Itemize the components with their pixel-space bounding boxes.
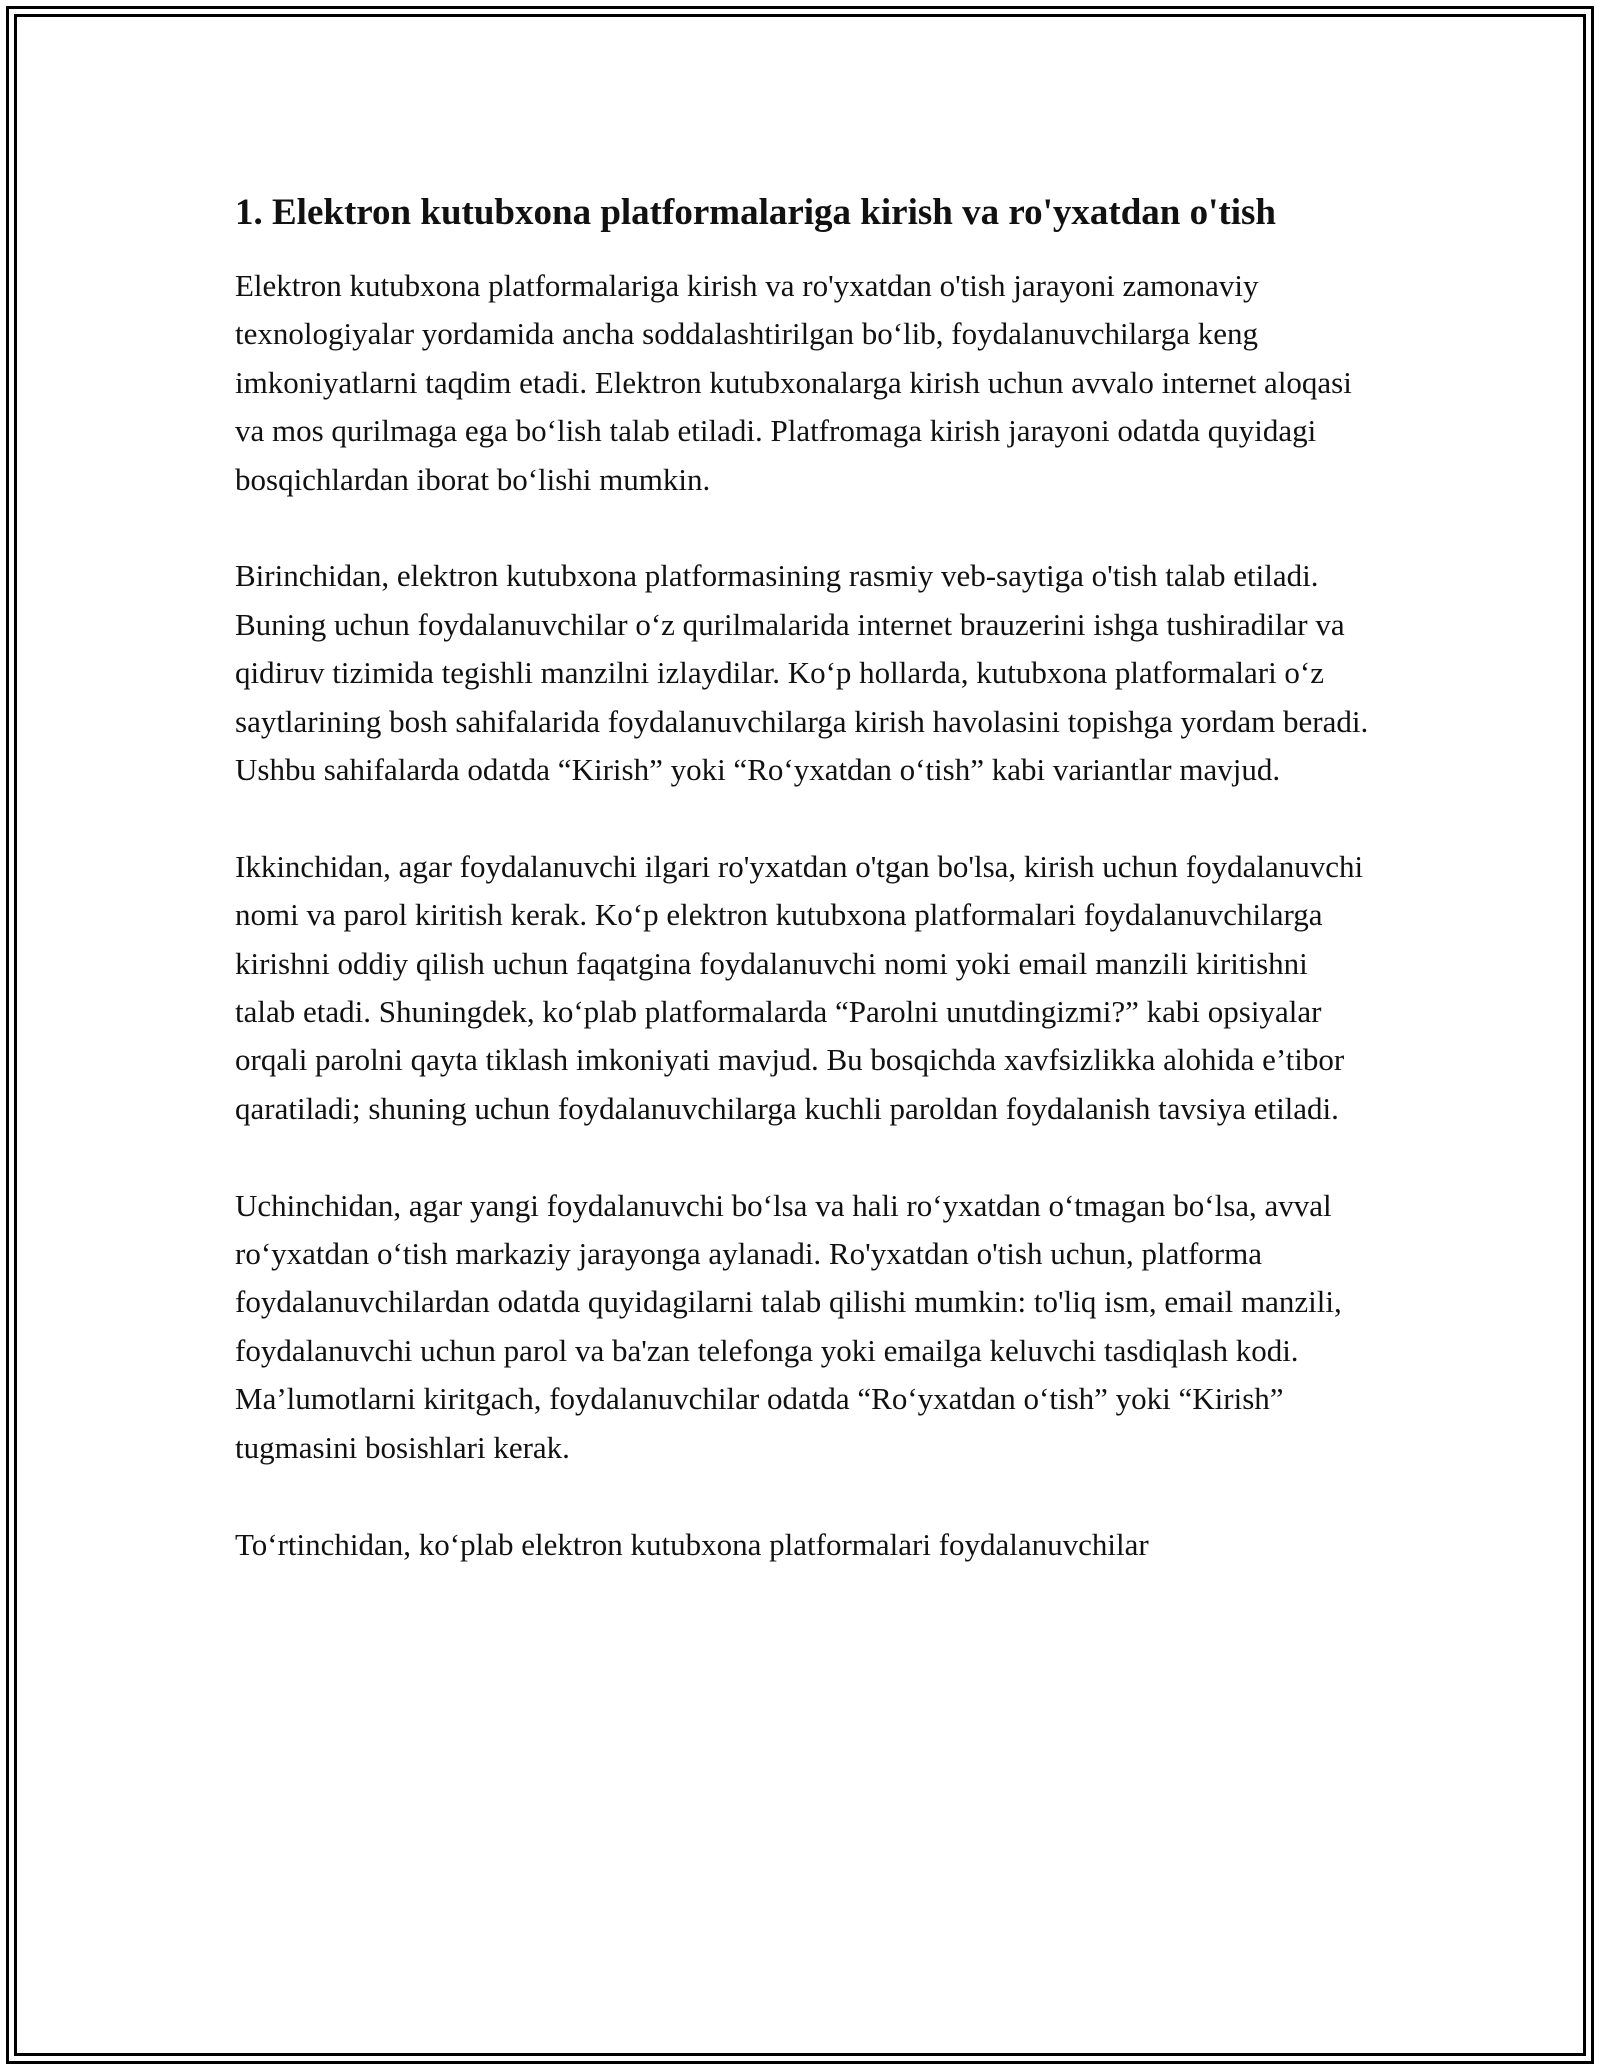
paragraph-third-step: Uchinchidan, agar yangi foydalanuvchi bo‘lsa va hali ro‘yxatdan o‘tmagan bo‘lsa, avval ro‘yxatdan o‘tish markaziy jarayonga aylanadi. Ro'yxatdan o'tish uchun, platforma foydalanuvchilardan odatda quyidagilarni talab qilishi mumkin: to'liq ism, email manzili, foydalanuvchi uchun parol va ba'zan telefonga yoki emailga keluvchi tasdiqlash kodi. Ma’lumotlarni kiritgach, foydalanuvchilar odatda “Ro‘yxatdan o‘tish” yoki “Kirish” tugmasini bosishlari kerak.: [235, 1187, 1342, 1465]
paragraph-intro: Elektron kutubxona platformalariga kirish va ro'yxatdan o'tish jarayoni zamonaviy texnologiyalar yordamida ancha soddalashtirilgan bo‘lib, foydalanuvchilarga keng imkoniyatlarni taqdim etadi. Elektron kutubxonalarga kirish uchun avvalo internet aloqasi va mos qurilmaga ega bo‘lish talab etiladi. Platfromaga kirish jarayoni odatda quyidagi bosqichlardan iborat bo‘lishi mumkin.: [235, 268, 1352, 497]
paragraph-first-step: Birinchidan, elektron kutubxona platformasining rasmiy veb-saytiga o'tish talab etiladi. Buning uchun foydalanuvchilar o‘z qurilmalarida internet brauzerini ishga tushiradilar va qidiruv tizimida tegishli manzilni izlaydilar. Ko‘p hollarda, kutubxona platformalari o‘z saytlarining bosh sahifalarida foydalanuvchilarga kirish havolasini topishga yordam beradi. Ushbu sahifalarda odatda “Kirish” yoki “Ro‘yxatdan o‘tish” kabi variantlar mavjud.: [235, 558, 1369, 788]
document-body: [235, 185, 1375, 1569]
paragraph-fourth-step: To‘rtinchidan, ko‘plab elektron kutubxona platformalari foydalanuvchilar: [235, 1526, 1149, 1562]
paragraph-second-step: Ikkinchidan, agar foydalanuvchi ilgari ro'yxatdan o'tgan bo'lsa, kirish uchun foydalanuvchi nomi va parol kiritish kerak. Ko‘p elektron kutubxona platformalari foydalanuvchilarga kirishni oddiy qilish uchun faqatgina foydalanuvchi nomi yoki email manzili kiritishni talab etadi. Shuningdek, ko‘plab platformalarda “Parolni unutdingizmi?” kabi opsiyalar orqali parolni qayta tiklash imkoniyati mavjud. Bu bosqichda xavfsizlikka alohida e’tibor qaratiladi; shuning uchun foydalanuvchilarga kuchli paroldan foydalanish tavsiya etiladi.: [235, 848, 1364, 1126]
section-heading: 1. Elektron kutubxona platformalariga kirish va ro'yxatdan o'tish: [235, 192, 1276, 233]
